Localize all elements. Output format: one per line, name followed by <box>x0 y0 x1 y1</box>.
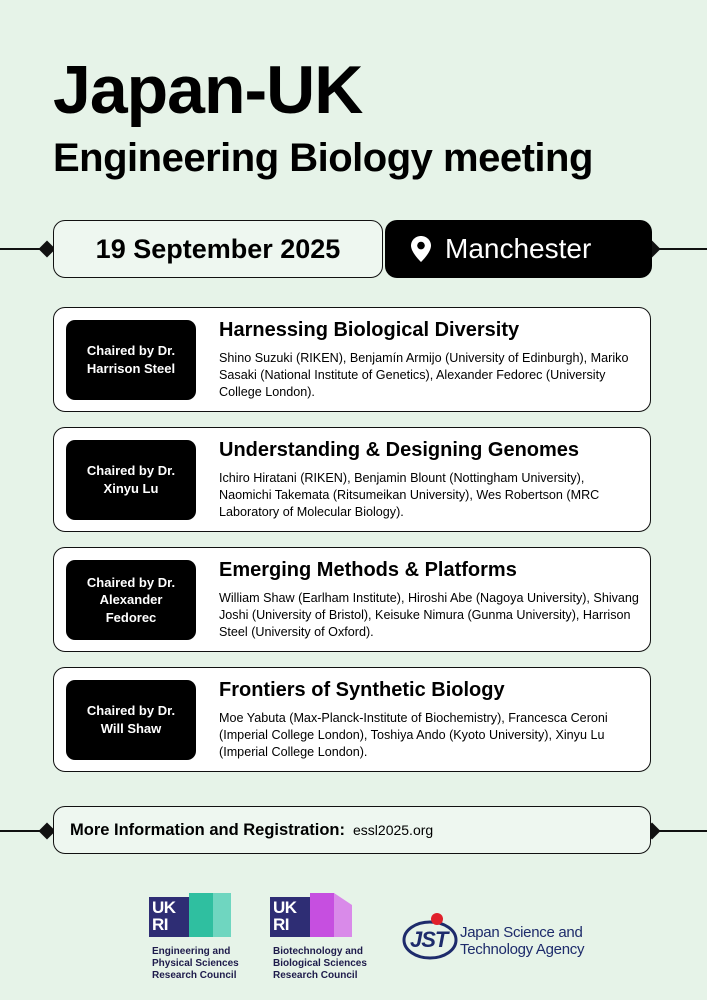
bbsrc-caption: Biotechnology and Biological Sciences Research Council <box>273 946 367 981</box>
session-card <box>53 547 651 652</box>
page-title: Japan-UK <box>53 52 363 128</box>
session-chair: Chaired by Dr. Xinyu Lu <box>66 440 196 520</box>
session-title: Harnessing Biological Diversity <box>219 319 520 341</box>
jst-name: Japan Science and Technology Agency <box>460 924 585 958</box>
session-title: Emerging Methods & Platforms <box>219 559 517 581</box>
event-location-box <box>385 220 652 278</box>
epsrc-caption: Engineering and Physical Sciences Research Council <box>152 946 239 981</box>
registration-link[interactable]: essl2025.org <box>353 822 434 838</box>
session-speakers: Ichiro Hiratani (RIKEN), Benjamin Blount (Nottingham University), Naomichi Takemata (Ritsumeikan University), Wes Robertson (MRC Laboratory of Molecular Biology). <box>219 471 600 519</box>
session-chair: Chaired by Dr. Harrison Steel <box>66 320 196 400</box>
epsrc-logo <box>149 893 259 983</box>
bbsrc-logo <box>270 893 380 983</box>
session-speakers: William Shaw (Earlham Institute), Hiroshi Abe (Nagoya University), Shivang Joshi (University of Bristol), Keisuke Nimura (Gunma University), Harrison Steel (University of Oxford). <box>219 591 639 639</box>
ukri-mark-text: UK RI <box>152 898 176 934</box>
session-card <box>53 427 651 532</box>
session-speakers: Shino Suzuki (RIKEN), Benjamín Armijo (University of Edinburgh), Mariko Sasaki (National Institute of Genetics), Alexander Fedorec (University College London). <box>219 351 629 399</box>
session-speakers: Moe Yabuta (Max-Planck-Institute of Biochemistry), Francesca Ceroni (Imperial College London), Toshiya Ando (Kyoto University), Xinyu Lu (Imperial College London). <box>219 711 608 759</box>
event-date: 19 September 2025 <box>95 233 341 264</box>
location-pin-icon <box>411 236 431 262</box>
registration-info <box>53 806 651 854</box>
event-date-box <box>53 220 383 278</box>
session-title: Understanding & Designing Genomes <box>219 439 580 461</box>
session-card <box>53 667 651 772</box>
event-location: Manchester <box>445 233 592 264</box>
jst-mark-text: JST <box>410 927 448 952</box>
session-chair: Chaired by Dr. Will Shaw <box>66 680 196 760</box>
session-card <box>53 307 651 412</box>
page-subtitle: Engineering Biology meeting <box>53 136 593 180</box>
registration-label: More Information and Registration: <box>70 820 346 839</box>
session-title: Frontiers of Synthetic Biology <box>219 679 505 701</box>
session-chair: Chaired by Dr. Alexander Fedorec <box>66 560 196 640</box>
ukri-mark-text: UK RI <box>273 898 297 934</box>
